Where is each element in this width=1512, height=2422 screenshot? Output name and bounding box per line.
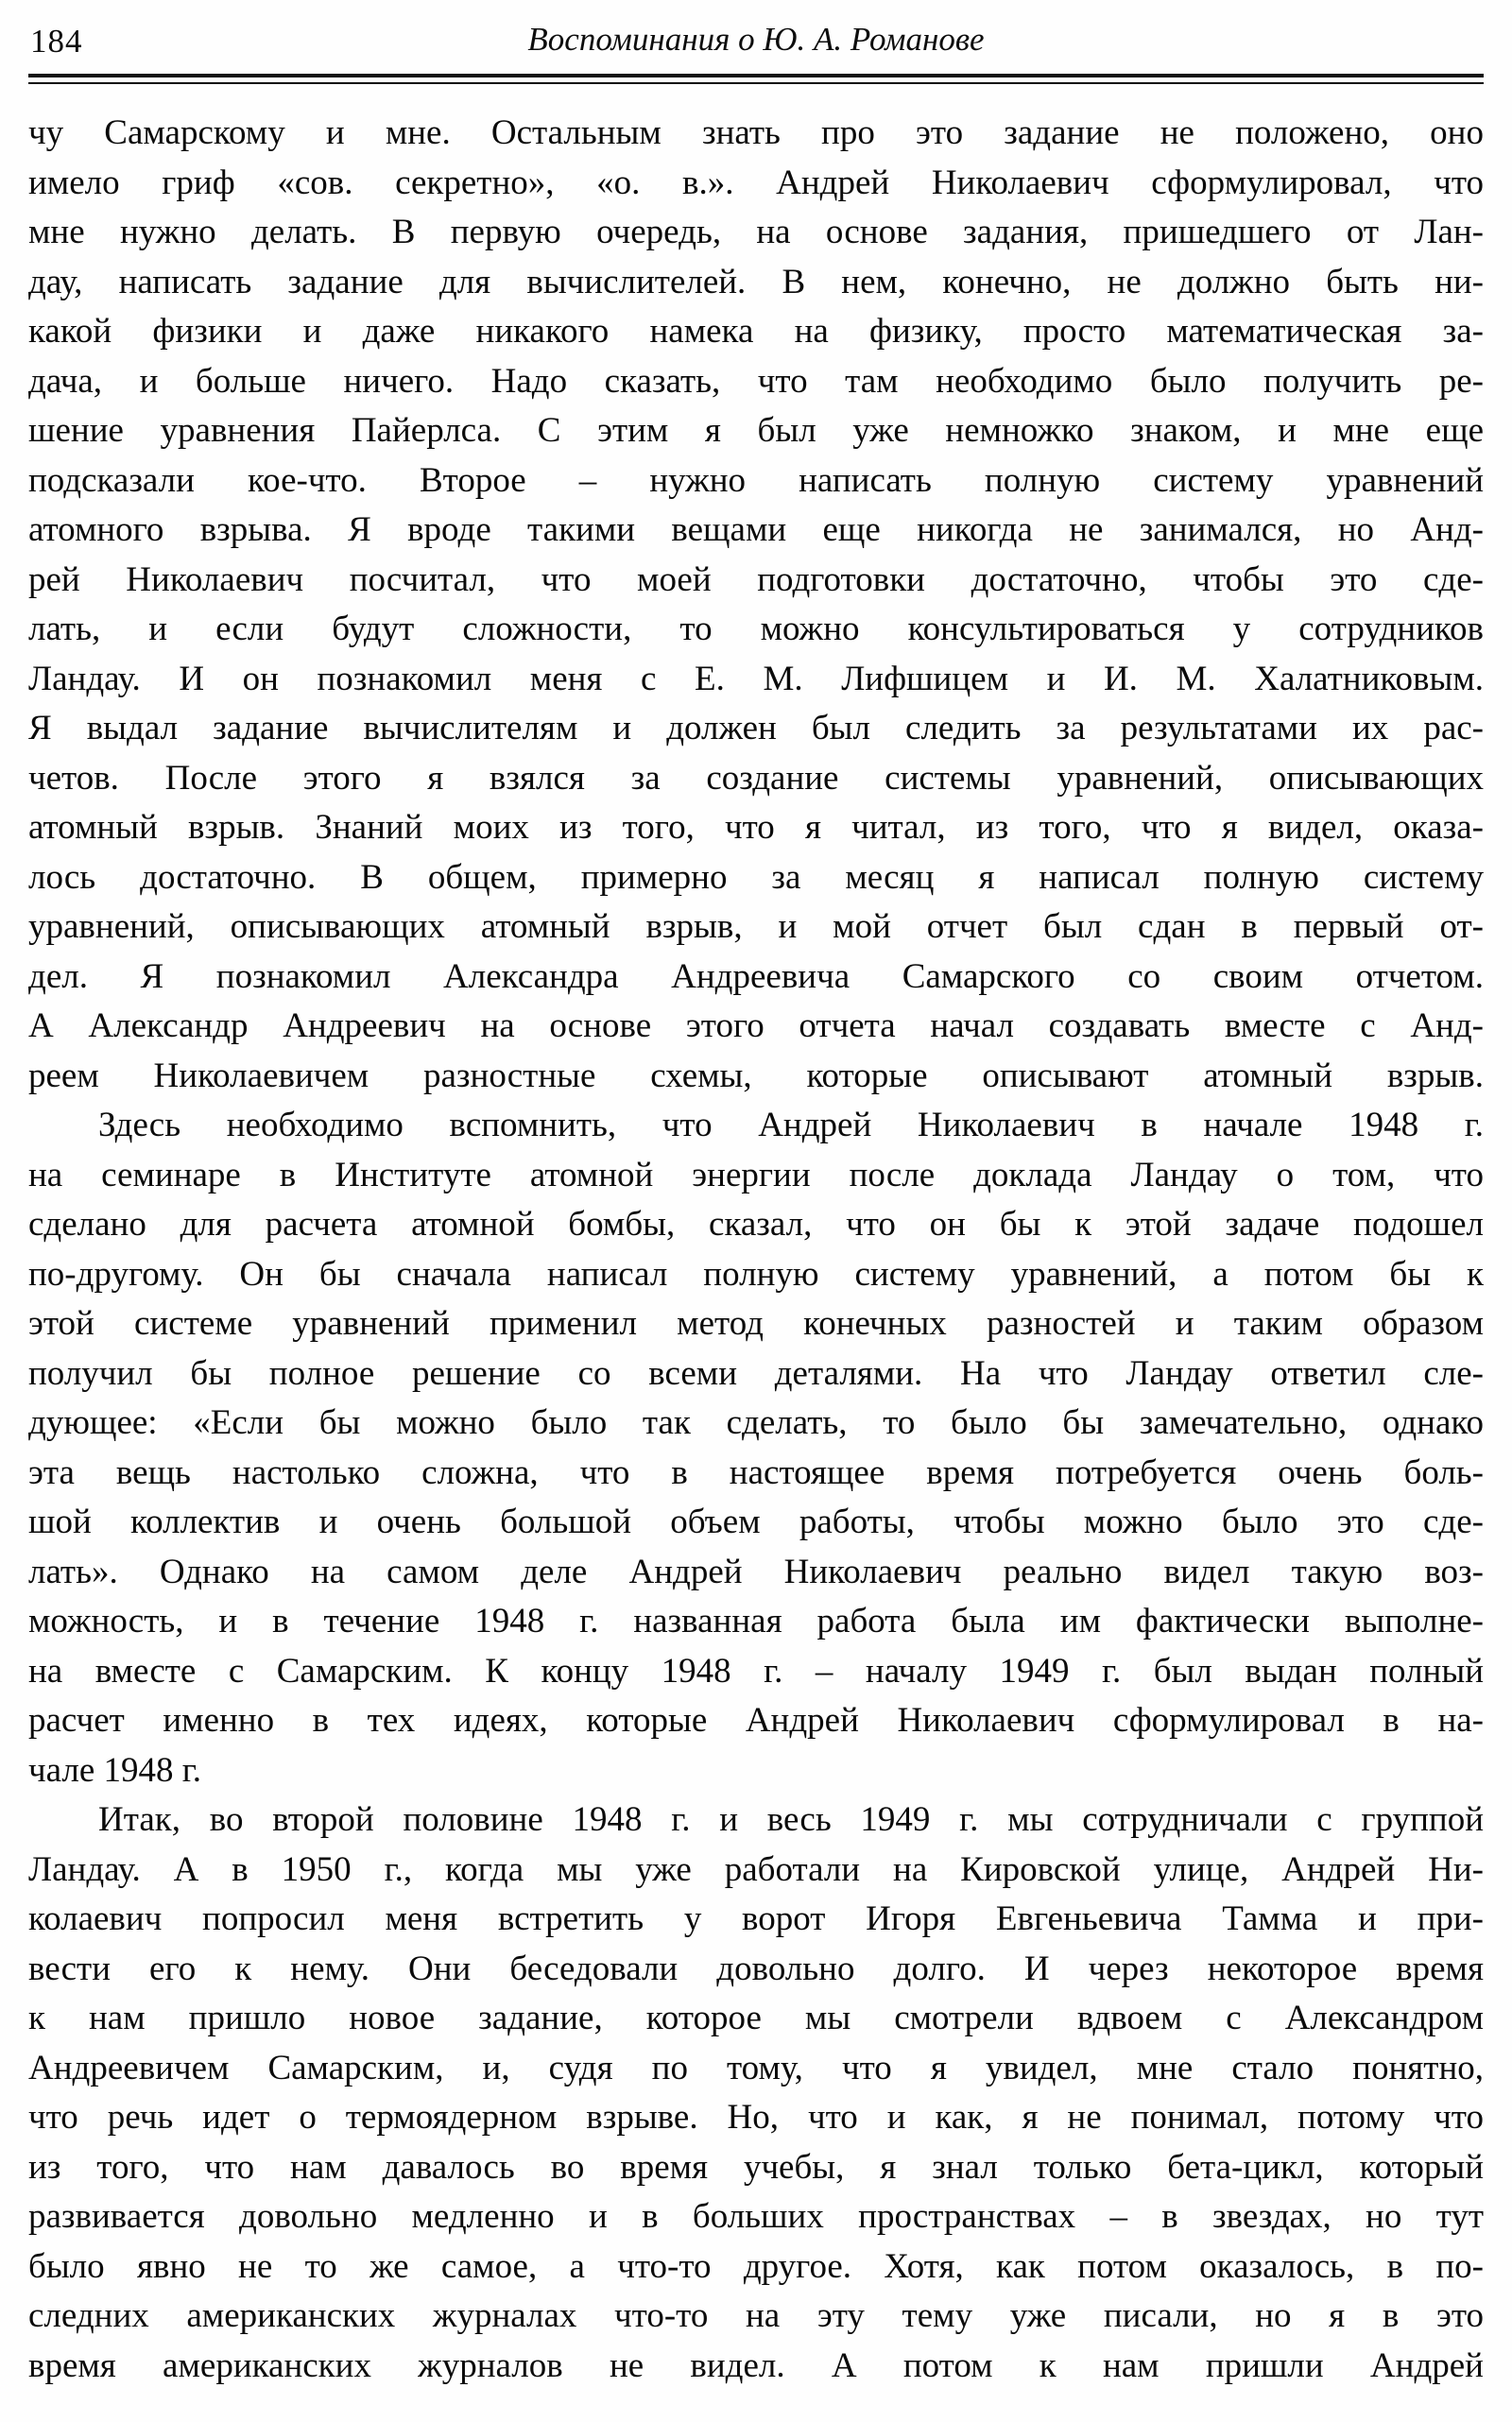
text-line: дующее: «Если бы можно было так сделать, то было бы замечательно, однако [28, 1403, 1484, 1442]
text-line: шение уравнения Пайерлса. С этим я был уже немножко знаком, и мне еще [28, 411, 1484, 450]
text-line: А Александр Андреевич на основе этого отчета начал создавать вместе с Анд- [28, 1006, 1484, 1045]
text-line: подсказали кое-что. Второе – нужно написать полную систему уравнений [28, 460, 1484, 500]
text-line: имело гриф «сов. секретно», «о. в.». Андрей Николаевич сформулировал, что [28, 163, 1484, 202]
paragraph [28, 109, 1484, 1101]
text-line: развивается довольно медленно и в больших пространствах – в звездах, но тут [28, 2197, 1484, 2236]
text-line: время американских журналов не видел. А потом к нам пришли Андрей [28, 2345, 1484, 2385]
text-line: было явно не то же самое, а что-то другое. Хотя, как потом оказалось, в по- [28, 2246, 1484, 2286]
text-line: атомного взрыва. Я вроде такими вещами еще никогда не занимался, но Анд- [28, 510, 1484, 549]
text-line: чале 1948 г. [28, 1750, 201, 1790]
text-line: дача, и больше ничего. Надо сказать, что там необходимо было получить ре- [28, 361, 1484, 401]
text-line: Итак, во второй половине 1948 г. и весь 1949 г. мы сотрудничали с группой [98, 1800, 1484, 1839]
text-line: рей Николаевич посчитал, что моей подготовки достаточно, чтобы это сде- [28, 559, 1484, 599]
header-rule [28, 74, 1484, 84]
page-number: 184 [30, 23, 83, 60]
text-line: можность, и в течение 1948 г. названная работа была им фактически выполне- [28, 1602, 1484, 1640]
text-line: на семинаре в Институте атомной энергии после доклада Ландау о том, что [28, 1155, 1484, 1194]
running-title: Воспоминания о Ю. А. Романове [527, 21, 985, 58]
text-line: получил бы полное решение со всеми деталями. На что Ландау ответил сле- [28, 1353, 1484, 1393]
text-line: атомный взрыв. Знаний моих из того, что я читал, из того, что я видел, оказа- [28, 808, 1484, 847]
text-line: что речь идет о термоядерном взрыве. Но, что и как, я не понимал, потому что [28, 2098, 1484, 2137]
text-line: уравнений, описывающих атомный взрыв, и мой отчет был сдан в первый от- [28, 907, 1484, 946]
text-line: какой физики и даже никакого намека на физику, просто математическая за- [28, 312, 1484, 351]
text-line: этой системе уравнений применил метод конечных разностей и таким образом [28, 1304, 1484, 1343]
paragraph [28, 1101, 1484, 1795]
text-line: на вместе с Самарским. К концу 1948 г. – началу 1949 г. был выдан полный [28, 1651, 1484, 1691]
text-line: к нам пришло новое задание, которое мы смотрели вдвоем с Александром [28, 1999, 1484, 2037]
paragraph [28, 1795, 1484, 2391]
page-body [28, 109, 1484, 2391]
text-line: Андреевичем Самарским, и, судя по тому, что я увидел, мне стало понятно, [28, 2048, 1484, 2087]
text-line: четов. После этого я взялся за создание системы уравнений, описывающих [28, 758, 1484, 798]
text-line: Я выдал задание вычислителям и должен был следить за результатами их рас- [28, 709, 1484, 747]
text-line: реем Николаевичем разностные схемы, которые описывают атомный взрыв. [28, 1056, 1484, 1095]
text-line: колаевич попросил меня встретить у ворот Игоря Евгеньевича Тамма и при- [28, 1899, 1484, 1938]
text-line: дау, написать задание для вычислителей. В нем, конечно, не должно быть ни- [28, 262, 1484, 301]
text-line: чу Самарскому и мне. Остальным знать про это задание не положено, оно [28, 113, 1484, 152]
text-line: эта вещь настолько сложна, что в настоящее время потребуется очень боль- [28, 1452, 1484, 1492]
text-line: мне нужно делать. В первую очередь, на основе задания, пришедшего от Лан- [28, 213, 1484, 251]
text-line: Здесь необходимо вспомнить, что Андрей Николаевич в начале 1948 г. [98, 1106, 1484, 1144]
text-line: сделано для расчета атомной бомбы, сказал, что он бы к этой задаче подошел [28, 1205, 1484, 1244]
text-line: из того, что нам давалось во время учебы, я знал только бета-цикл, который [28, 2147, 1484, 2187]
text-line: лать». Однако на самом деле Андрей Николаевич реально видел такую воз- [28, 1552, 1484, 1591]
text-line: лать, и если будут сложности, то можно консультироваться у сотрудников [28, 610, 1484, 648]
text-line: вести его к нему. Они беседовали довольно долго. И через некоторое время [28, 1949, 1484, 1988]
text-line: следних американских журналах что-то на эту тему уже писали, но я в это [28, 2296, 1484, 2335]
text-line: по-другому. Он бы сначала написал полную систему уравнений, а потом бы к [28, 1254, 1484, 1294]
text-line: шой коллектив и очень большой объем работы, чтобы можно было это сде- [28, 1503, 1484, 1541]
text-line: расчет именно в тех идеях, которые Андрей Николаевич сформулировал в на- [28, 1701, 1484, 1740]
text-line: Ландау. И он познакомил меня с Е. М. Лифшицем и И. М. Халатниковым. [28, 659, 1484, 698]
text-line: Ландау. А в 1950 г., когда мы уже работали на Кировской улице, Андрей Ни- [28, 1849, 1484, 1889]
text-line: лось достаточно. В общем, примерно за месяц я написал полную систему [28, 857, 1484, 897]
text-line: дел. Я познакомил Александра Андреевича Самарского со своим отчетом. [28, 956, 1484, 996]
page-header [28, 15, 1484, 70]
